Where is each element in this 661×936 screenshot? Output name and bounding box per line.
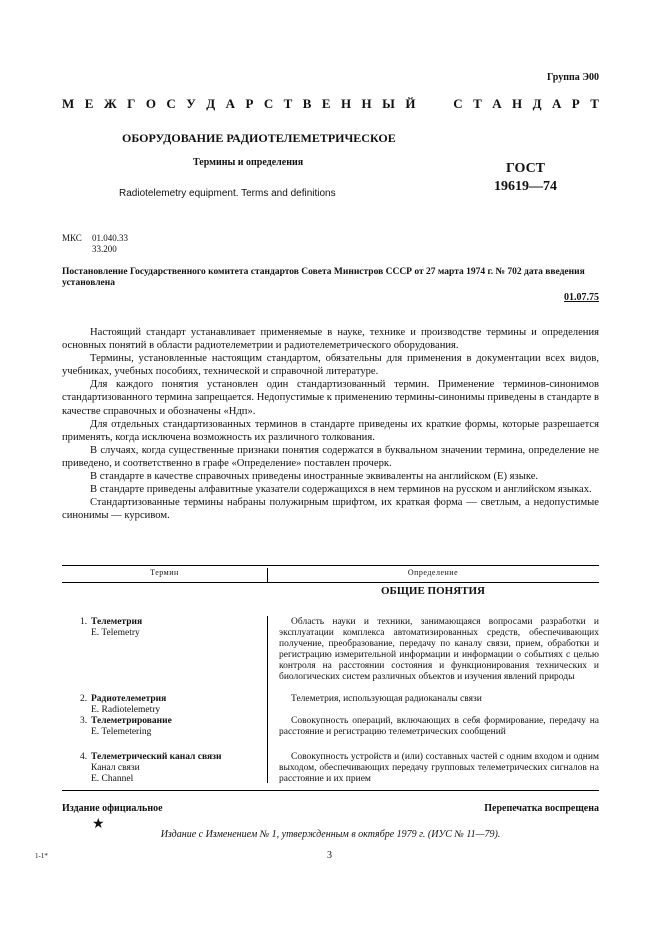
column-divider <box>267 616 268 783</box>
intro-paragraph: В стандарте приведены алфавитные указатели содержащихся в нем терминов на русском и английском языках. <box>90 484 592 496</box>
term-english: E. Channel <box>91 774 134 784</box>
intro-paragraph: Стандартизованные термины набраны полужирным шрифтом, их краткая форма — светлым, а недопустимые синонимы — курсивом. <box>62 497 599 522</box>
standard-title-letter: Д <box>532 96 542 111</box>
document-title-english: Radiotelemetry equipment. Terms and definitions <box>119 188 336 199</box>
intro-paragraph: В случаях, когда существенные признаки понятия содержатся в буквальном значении термина, определение не приведено, и соответственно в графе «Определение» поставлен прочерк. <box>62 444 599 469</box>
standard-title-letter: Е <box>321 96 331 111</box>
term-name: Телеметрический канал связи <box>91 752 222 762</box>
standard-title-letter: Т <box>473 96 482 111</box>
standard-title-letter: Е <box>84 96 94 111</box>
standard-title-letter: А <box>492 96 502 111</box>
standard-title-letter: В <box>302 96 312 111</box>
definition-text: Совокупность устройств и (или) составных частей с одним входом и одним выходом, обеспечивающих передачу групповых телеметрических сигналов на расстояние и их прием <box>279 752 599 784</box>
definition-text: Телеметрия, использующая радиоканалы связи <box>291 694 482 704</box>
term-number: 2. <box>80 694 88 704</box>
gost-number: 19619—74 <box>494 179 557 194</box>
standard-title-letter: Н <box>361 96 372 111</box>
standard-title-letter: Н <box>512 96 523 111</box>
term-name: Радиотелеметрия <box>91 694 167 704</box>
document-subtitle: Термины и определения <box>193 157 304 168</box>
table-header-rule <box>62 582 599 583</box>
table-header <box>62 568 599 582</box>
section-heading: ОБЩИЕ ПОНЯТИЯ <box>380 585 485 597</box>
standard-title-letter: А <box>551 96 562 111</box>
print-mark: 1-1* <box>35 852 48 860</box>
standard-title-letter: А <box>225 96 235 111</box>
table-top-rule <box>62 565 599 566</box>
star-icon: ★ <box>92 817 105 832</box>
introduction-date: 01.07.75 <box>564 292 599 303</box>
intro-paragraph: В стандарте в качестве справочных приведены иностранные эквиваленты на английском (Е) языке. <box>90 471 539 483</box>
mks-code-2: 33.200 <box>92 244 117 254</box>
term-number: 1. <box>80 617 88 627</box>
term-english: E. Telemetry <box>91 628 140 638</box>
term-name: Телеметрирование <box>91 716 172 726</box>
introduction <box>62 326 599 522</box>
group-label: Группа Э00 <box>547 72 599 83</box>
document-title: ОБОРУДОВАНИЕ РАДИОТЕЛЕМЕТРИЧЕСКОЕ <box>122 131 396 145</box>
standard-title <box>62 96 599 112</box>
standard-title-letter: Р <box>571 96 580 111</box>
standard-title-letter: С <box>166 96 176 111</box>
official-publication-label: Издание официальное <box>62 803 163 814</box>
reprint-prohibited-label: Перепечатка воспрещена <box>484 803 599 814</box>
term-english: E. Telemetering <box>91 727 152 737</box>
term-entry <box>80 617 266 639</box>
term-english: E. Radiotelemetry <box>91 705 161 715</box>
term-definition <box>279 752 599 785</box>
column-header-definition: Определение <box>407 568 459 577</box>
intro-paragraph: Для отдельных стандартизованных терминов в стандарте приведены их краткие формы, которые разрешается применять, когда исключена возможность их различного толкования. <box>62 418 599 443</box>
standard-title-letter: У <box>186 96 196 111</box>
mks-codes <box>62 233 128 255</box>
gost-designation <box>494 160 557 196</box>
standard-title-letter: Ы <box>382 96 395 111</box>
page-number: 3 <box>327 850 332 861</box>
standard-title-letter: С <box>263 96 274 111</box>
term-definition <box>279 716 599 738</box>
standard-title-letter: Н <box>340 96 352 111</box>
term-definition <box>279 694 599 705</box>
standard-title-letter: Й <box>405 96 416 111</box>
standard-title-letter: Т <box>590 96 599 111</box>
standard-title-letter: Д <box>206 96 216 111</box>
term-short-form: Канал связи <box>91 763 140 773</box>
standard-title-letter <box>440 96 443 112</box>
standard-title-letter: Р <box>245 96 254 111</box>
standard-title-letter: Т <box>283 96 293 111</box>
column-header-term: Термин <box>150 568 179 577</box>
table-bottom-rule <box>62 790 599 791</box>
mks-code-1: 01.040.33 <box>92 233 129 243</box>
intro-paragraph: Настоящий стандарт устанавливает применяемые в науке, технике и производстве термины и определения основных понятий в области радиотелеметрии и радиотелеметрического оборудования. <box>62 327 599 352</box>
term-entry <box>80 752 266 785</box>
edition-note: Издание с Изменением № 1, утвержденным в октябре 1979 г. (ИУС № 11—79). <box>160 829 501 840</box>
intro-paragraph: Термины, установленные настоящим стандартом, обязательны для применения в документации всех видов, учебниках, учебных пособиях, технической и справочной литературе. <box>62 353 599 378</box>
term-name: Телеметрия <box>91 617 143 627</box>
term-entry <box>80 694 266 716</box>
intro-paragraph: Для каждого понятия установлен один стандартизованный термин. Применение терминов-синонимов стандартизованного термина запрещается. Недопустимые к применению термины-синонимы приведены в стандарте в качестве справочных и обозначены «Ндп». <box>62 379 599 417</box>
term-number: 4. <box>80 752 88 762</box>
term-definition <box>279 617 599 683</box>
standard-title-letter <box>426 96 429 112</box>
term-entry <box>80 716 266 738</box>
column-divider <box>267 568 268 582</box>
standard-title-letter: О <box>145 96 156 111</box>
standard-title-letter: М <box>62 96 75 111</box>
standard-title-letter: С <box>453 96 463 111</box>
term-number: 3. <box>80 716 88 726</box>
standard-title-letter: Г <box>127 96 136 111</box>
definition-text: Область науки и техники, занимающаяся вопросами разработки и эксплуатации комплекса автоматизированных средств, обеспечивающих получение, преобразование, передачу по каналу связи, прием, обработки и регистрацию измерительной информации и информации о событиях с целью контроля на расстоянии состояния и функционирования технических и биологических систем различных объектов и изучения явлений природы <box>279 617 599 682</box>
gost-label: ГОСТ <box>505 161 546 176</box>
mks-label: МКС <box>62 233 82 243</box>
decree-text: Постановление Государственного комитета стандартов Совета Министров СССР от 27 марта 1974 г. № 702 дата введения установлена <box>62 267 585 288</box>
definition-text: Совокупность операций, включающих в себя формирование, передачу на расстояние и регистрацию телеметрических сообщений <box>279 716 599 737</box>
standard-title-letter: Ж <box>103 96 117 111</box>
